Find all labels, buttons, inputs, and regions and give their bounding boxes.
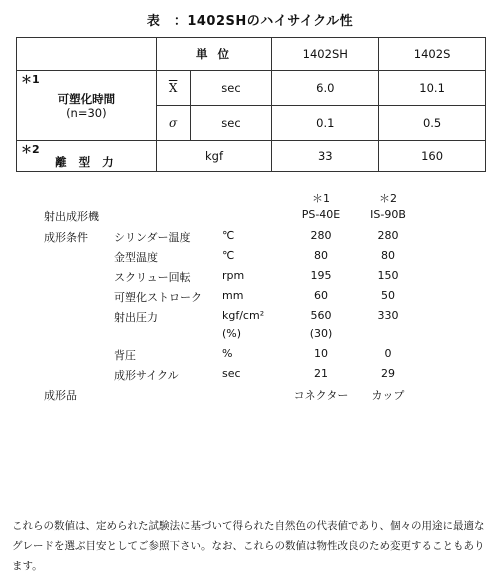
- condition-value-a: 21: [314, 367, 328, 380]
- plasticizing-time-label: 可塑化時間: [57, 91, 116, 106]
- high-cycle-table: [16, 37, 486, 172]
- value-cell: 160: [379, 141, 486, 172]
- condition-value-b: 29: [381, 367, 395, 380]
- condition-value-a: 560: [310, 309, 332, 322]
- condition-unit: ℃: [222, 249, 235, 262]
- value-cell: 0.1: [272, 106, 379, 141]
- footnote-mark-1: ＊1: [21, 73, 40, 86]
- condition-value-b: 330: [377, 309, 399, 322]
- footnote-mark-1: ＊1: [312, 192, 330, 205]
- footnote-mark-2: ＊2: [21, 143, 40, 156]
- condition-unit: %: [222, 347, 233, 360]
- condition-name: 可塑化ストローク: [114, 291, 202, 304]
- condition-value-a: 60: [314, 289, 328, 302]
- condition-name: 射出圧力: [114, 311, 158, 324]
- footnote-mark-2: ＊2: [379, 192, 397, 205]
- release-force-label: 離 型 力: [55, 155, 118, 169]
- condition-value-a: 280: [310, 229, 332, 242]
- condition-value-b: 150: [377, 269, 399, 282]
- condition-name: 成形サイクル: [114, 369, 179, 382]
- header-blank-cell: [17, 38, 157, 71]
- table-row: [17, 141, 486, 172]
- condition-value-b: 280: [377, 229, 399, 242]
- condition-unit: (%): [222, 327, 242, 340]
- sample-count-label: (n=30): [66, 105, 107, 120]
- condition-unit: sec: [222, 367, 241, 380]
- condition-unit: kgf/cm²: [222, 309, 265, 322]
- value-cell: 0.5: [379, 106, 486, 141]
- condition-value-b: 0: [384, 347, 392, 360]
- product-label: 成形品: [44, 389, 77, 402]
- machine-a: PS-40E: [301, 208, 341, 221]
- unit-header: 単 位: [156, 38, 272, 71]
- condition-name: シリンダー温度: [114, 231, 191, 244]
- condition-value-b: 80: [381, 249, 395, 262]
- machine-label: 射出成形機: [44, 210, 99, 223]
- plasticizing-time-header: [17, 71, 157, 141]
- sigma-symbol: σ: [169, 116, 178, 130]
- condition-value-a: (30): [309, 327, 333, 340]
- col-1402sh-header: 1402SH: [272, 38, 379, 71]
- value-cell: 33: [272, 141, 379, 172]
- value-cell: 6.0: [272, 71, 379, 106]
- table-row: [17, 71, 486, 106]
- condition-value-a: 80: [314, 249, 328, 262]
- condition-unit: ℃: [222, 229, 235, 242]
- page-title: 表 ：1402SHのハイサイクル性: [146, 14, 354, 29]
- condition-label: 成形条件: [44, 231, 88, 244]
- condition-unit: mm: [222, 289, 244, 302]
- product-a: コネクター: [293, 389, 349, 402]
- unit-cell: sec: [190, 106, 272, 141]
- condition-name: 背圧: [114, 349, 136, 362]
- condition-value-b: 50: [381, 289, 395, 302]
- machine-b: IS-90B: [370, 208, 406, 221]
- col-1402s-header: 1402S: [379, 38, 486, 71]
- condition-value-a: 10: [314, 347, 328, 360]
- condition-unit: rpm: [222, 269, 245, 282]
- value-cell: 10.1: [379, 71, 486, 106]
- condition-value-a: 195: [310, 269, 332, 282]
- sigma-symbol-cell: [156, 106, 190, 141]
- product-b: カップ: [371, 389, 405, 402]
- mean-symbol-cell: [156, 71, 190, 106]
- release-force-header: [17, 141, 157, 172]
- mean-symbol: $\overline{X}$: [168, 81, 178, 95]
- unit-cell: sec: [190, 71, 272, 106]
- condition-name: 金型温度: [114, 251, 158, 264]
- table-header-row: [17, 38, 486, 71]
- footnote-text: これらの数値は、定められた試験法に基づいて得られた自然色の代表値であり、個々の用途に最適なグレードを選ぶ目安としてご参照下さい。なお、これらの数値は物性改良のため変更することもあります。: [12, 520, 485, 572]
- condition-name: スクリュー回転: [114, 271, 191, 284]
- unit-cell: kgf: [156, 141, 272, 172]
